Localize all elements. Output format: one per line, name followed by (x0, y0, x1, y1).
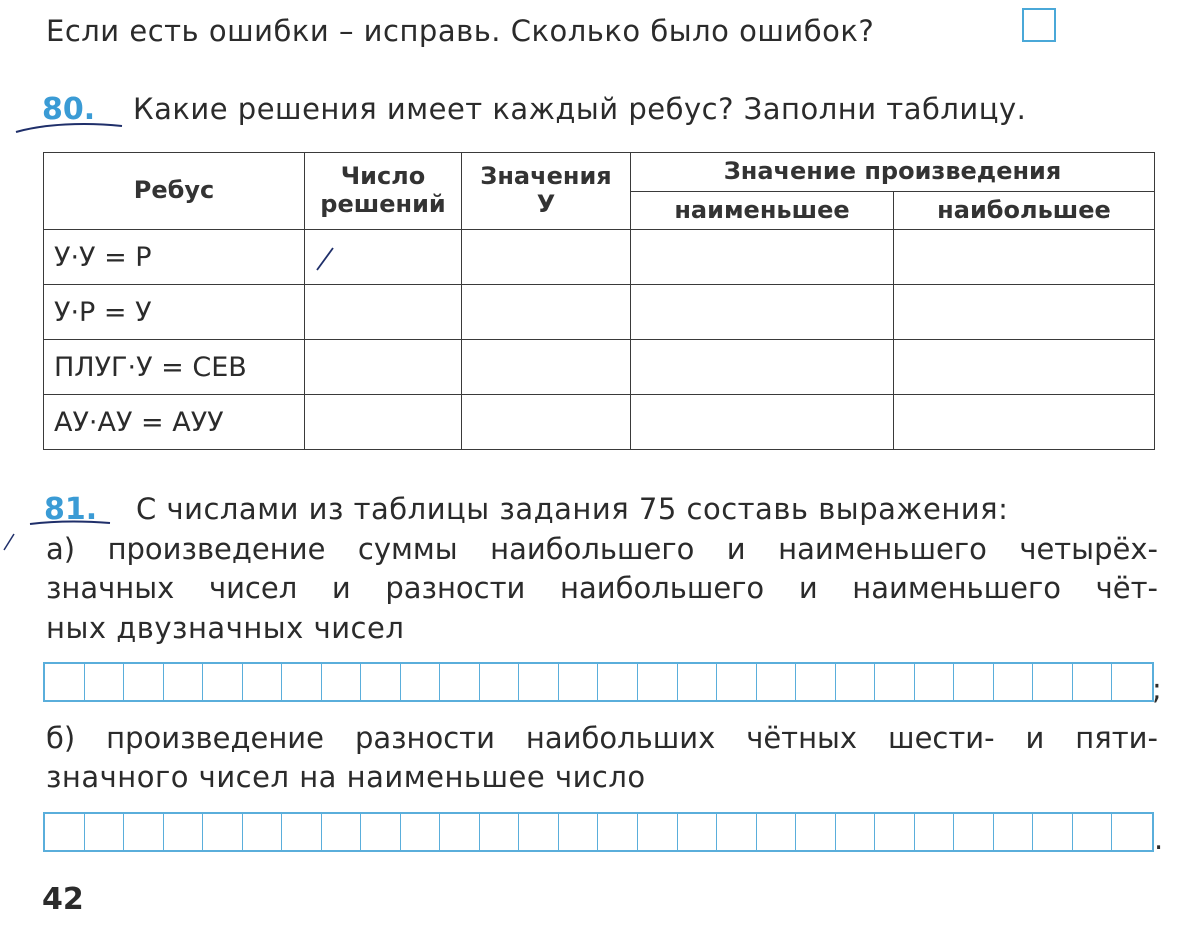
answer-cell[interactable] (1033, 814, 1073, 850)
word: разности (354, 721, 495, 755)
answer-cell[interactable] (480, 814, 520, 850)
header-values-y: Значения У (462, 153, 631, 230)
word: и (726, 532, 746, 566)
error-question: Если есть ошибки – исправь. Сколько было ошибок? (46, 14, 875, 48)
answer-cell[interactable] (85, 664, 125, 700)
rebus-expression: ПЛУГ·У = СЕВ (44, 340, 305, 395)
answer-cell[interactable] (462, 340, 631, 395)
answer-cell[interactable] (994, 814, 1034, 850)
header-min: наименьшее (631, 192, 894, 230)
rebus-expression: У·Р = У (44, 285, 305, 340)
answer-cell[interactable] (203, 814, 243, 850)
answer-cell[interactable] (559, 664, 599, 700)
rebus-expression: АУ·АУ = АУУ (44, 395, 305, 450)
answer-cell[interactable] (757, 664, 797, 700)
answer-cell[interactable] (305, 285, 462, 340)
answer-cells-a[interactable] (43, 662, 1154, 702)
part-b-line-1 (46, 721, 1158, 755)
answer-cell[interactable] (462, 285, 631, 340)
header-rebus: Ребус (44, 153, 305, 230)
answer-cell[interactable] (45, 814, 85, 850)
answer-cell[interactable] (305, 340, 462, 395)
task-81-text: С числами из таблицы задания 75 составь выражения: (136, 492, 1009, 526)
answer-cell[interactable] (678, 814, 718, 850)
answer-cell[interactable] (440, 814, 480, 850)
answer-cell[interactable] (401, 664, 441, 700)
answer-cell[interactable] (243, 814, 283, 850)
answer-cell[interactable] (796, 814, 836, 850)
word: а) (46, 532, 76, 566)
answer-cell[interactable] (164, 814, 204, 850)
answer-cell[interactable] (462, 230, 631, 285)
word: шести- (888, 721, 995, 755)
word: разности (385, 571, 526, 605)
handwritten-underline-80 (14, 116, 124, 138)
word: значных (46, 571, 175, 605)
part-a-line-2 (46, 571, 1158, 605)
answer-cell[interactable] (796, 664, 836, 700)
answer-cell[interactable] (915, 664, 955, 700)
answer-cell[interactable] (361, 664, 401, 700)
page-number: 42 (42, 882, 84, 917)
answer-cell[interactable] (915, 814, 955, 850)
answer-cell[interactable] (559, 814, 599, 850)
word: чёт- (1095, 571, 1158, 605)
answer-cell[interactable] (85, 814, 125, 850)
rebus-expression: У·У = Р (44, 230, 305, 285)
word: и (1025, 721, 1045, 755)
answer-cell[interactable] (124, 814, 164, 850)
answer-cell[interactable] (401, 814, 441, 850)
word: наименьшего (852, 571, 1062, 605)
word: наибольшего (559, 571, 765, 605)
answer-cell[interactable] (282, 814, 322, 850)
answer-cell[interactable] (203, 664, 243, 700)
answer-cell[interactable] (164, 664, 204, 700)
word: произведение (106, 721, 324, 755)
answer-cell[interactable] (1033, 664, 1073, 700)
answer-cell[interactable] (631, 395, 894, 450)
answer-cell[interactable] (631, 340, 894, 395)
answer-cell[interactable] (894, 340, 1155, 395)
header-solution-count: Число решений (305, 153, 462, 230)
task-81-number: 81. (44, 492, 98, 527)
task-80-text: Какие решения имеет каждый ребус? Заполни таблицу. (133, 92, 1027, 126)
word: наименьшего (778, 532, 987, 566)
part-a-line-3: ных двузначных чисел (46, 611, 405, 645)
answer-cell[interactable] (322, 664, 362, 700)
part-a-end-mark: ; (1152, 672, 1162, 706)
answer-cell[interactable] (519, 664, 559, 700)
word: суммы (357, 532, 458, 566)
word: б) (46, 721, 76, 755)
answer-cell[interactable] (757, 814, 797, 850)
table-row (44, 340, 1155, 395)
answer-cell[interactable] (440, 664, 480, 700)
answer-cell[interactable] (631, 230, 894, 285)
word: произведение (107, 532, 326, 566)
answer-cell[interactable] (598, 664, 638, 700)
header-max: наибольшее (894, 192, 1155, 230)
word: и (798, 571, 818, 605)
word: четырёх- (1019, 532, 1158, 566)
answer-cell[interactable] (836, 664, 876, 700)
answer-cell[interactable] (894, 395, 1155, 450)
word: и (331, 571, 351, 605)
answer-cell[interactable] (1112, 814, 1152, 850)
table-row (44, 230, 1155, 285)
answer-cell[interactable] (462, 395, 631, 450)
table-row (44, 285, 1155, 340)
answer-cell[interactable] (875, 664, 915, 700)
answer-cell[interactable] (45, 664, 85, 700)
answer-cell[interactable] (322, 814, 362, 850)
word: чисел (208, 571, 298, 605)
answer-cell[interactable] (1112, 664, 1152, 700)
answer-cell[interactable] (282, 664, 322, 700)
pencil-mark (313, 244, 343, 274)
answer-cell[interactable] (717, 664, 757, 700)
header-product-value: Значение произведения (631, 153, 1155, 192)
answer-cell[interactable] (243, 664, 283, 700)
answer-cell[interactable] (124, 664, 164, 700)
word: пяти- (1075, 721, 1158, 755)
answer-cell[interactable] (1073, 814, 1113, 850)
word: наибольших (525, 721, 716, 755)
answer-cells-b[interactable] (43, 812, 1154, 852)
word: наибольшего (490, 532, 695, 566)
task-80-number: 80. (42, 92, 96, 127)
answer-cell[interactable] (894, 230, 1155, 285)
word: чётных (746, 721, 858, 755)
answer-cell[interactable] (678, 664, 718, 700)
answer-cell[interactable] (994, 664, 1034, 700)
answer-cell[interactable] (836, 814, 876, 850)
error-count-box[interactable] (1022, 8, 1056, 42)
answer-cell[interactable] (480, 664, 520, 700)
answer-cell[interactable] (638, 814, 678, 850)
answer-cell[interactable] (954, 814, 994, 850)
answer-cell[interactable] (361, 814, 401, 850)
answer-cell[interactable] (305, 395, 462, 450)
answer-cell[interactable] (305, 230, 462, 285)
answer-cell[interactable] (519, 814, 559, 850)
answer-cell[interactable] (638, 664, 678, 700)
table-row (44, 395, 1155, 450)
part-b-line-2: значного чисел на наименьшее число (46, 760, 646, 794)
answer-cell[interactable] (717, 814, 757, 850)
rebus-table (43, 152, 1155, 450)
answer-cell[interactable] (1073, 664, 1113, 700)
answer-cell[interactable] (894, 285, 1155, 340)
part-b-end-mark: . (1154, 822, 1164, 856)
answer-cell[interactable] (631, 285, 894, 340)
answer-cell[interactable] (598, 814, 638, 850)
answer-cell[interactable] (954, 664, 994, 700)
part-a-line-1 (46, 532, 1158, 566)
answer-cell[interactable] (875, 814, 915, 850)
